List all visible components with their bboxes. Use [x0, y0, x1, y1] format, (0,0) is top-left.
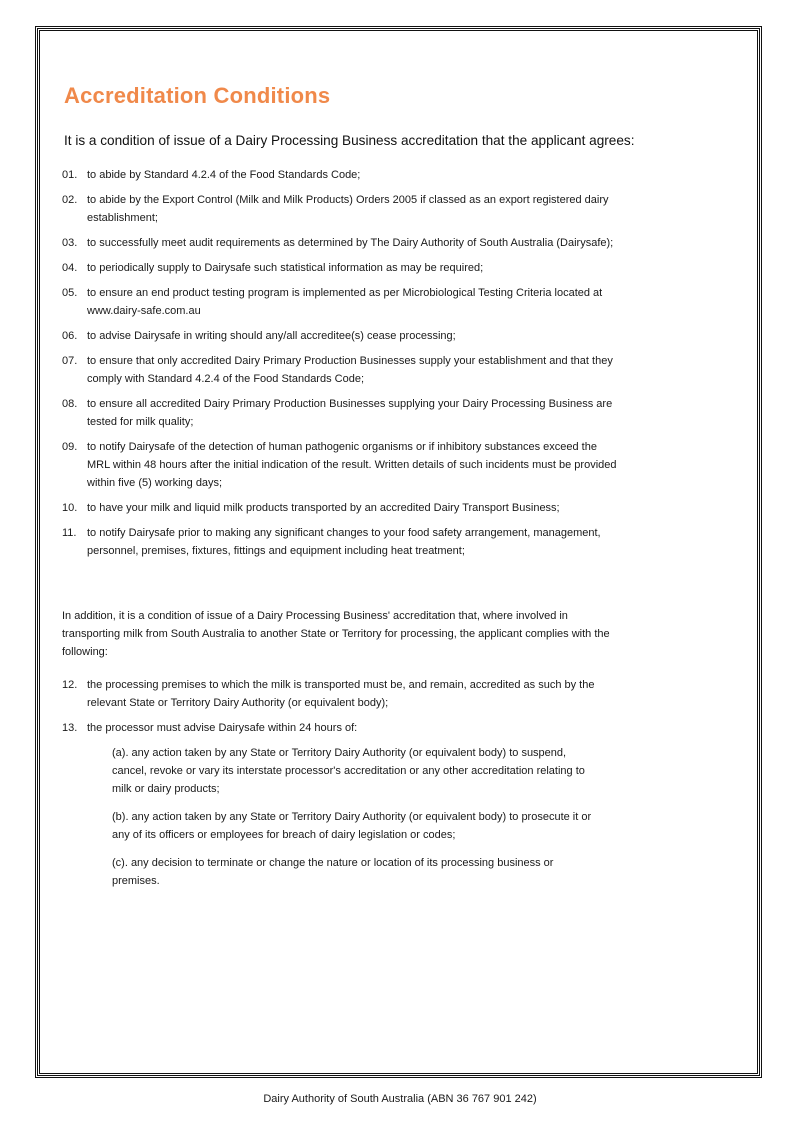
item-text: the processing premises to which the milk is transported must be, and remain, accredited as such by the relevant State or Territory Dairy Authority (or equivalent body);	[87, 679, 595, 709]
further-conditions-list	[62, 676, 622, 900]
item-text: to ensure all accredited Dairy Primary Production Businesses supplying your Dairy Processing Business are tested for milk quality;	[87, 398, 613, 428]
sub-item: (c). any decision to terminate or change the nature or location of its processing business or premises.	[112, 857, 554, 887]
item-number: 10.	[62, 502, 78, 514]
list-item	[62, 259, 622, 277]
item-number: 05.	[62, 287, 78, 299]
item-number: 13.	[62, 722, 78, 734]
sub-item: (a). any action taken by any State or Territory Dairy Authority (or equivalent body) to suspend, cancel, revoke or vary its interstate processor's accreditation or any other accreditation relating to milk or dairy products;	[112, 747, 585, 795]
addition-paragraph: In addition, it is a condition of issue of a Dairy Processing Business' accreditation that, where involved in transporting milk from South Australia to another State or Territory for processing, the applicant complies with the following:	[62, 610, 610, 658]
item-number: 07.	[62, 355, 78, 367]
item-number: 11.	[62, 527, 77, 539]
item-text: to have your milk and liquid milk products transported by an accredited Dairy Transport Business;	[87, 502, 560, 514]
list-item	[62, 499, 622, 517]
item-number: 09.	[62, 441, 78, 453]
list-item	[62, 395, 622, 431]
page-title: Accreditation Conditions	[64, 83, 331, 108]
list-item	[62, 524, 622, 560]
list-item	[62, 284, 622, 320]
item-text: to notify Dairysafe of the detection of human pathogenic organisms or if inhibitory substances exceed the MRL within 48 hours after the initial indication of the result. Written details of such incidents must be provided within five (5) working days;	[87, 441, 617, 489]
list-item	[62, 676, 622, 712]
conditions-list	[62, 166, 622, 567]
intro-text: It is a condition of issue of a Dairy Processing Business accreditation that the applicant agrees:	[64, 133, 635, 148]
sub-item: (b). any action taken by any State or Territory Dairy Authority (or equivalent body) to prosecute it or any of its officers or employees for breach of dairy legislation or codes;	[112, 811, 592, 841]
list-item	[62, 719, 622, 890]
item-number: 12.	[62, 679, 78, 691]
item-number: 04.	[62, 262, 78, 274]
item-text: the processor must advise Dairysafe within 24 hours of:	[87, 722, 358, 734]
item-text: to successfully meet audit requirements as determined by The Dairy Authority of South Australia (Dairysafe);	[87, 237, 614, 249]
page-footer: Dairy Authority of South Australia (ABN 36 767 901 242)	[263, 1093, 537, 1105]
item-number: 01.	[62, 169, 78, 181]
item-text: to abide by the Export Control (Milk and Milk Products) Orders 2005 if classed as an export registered dairy establishment;	[87, 194, 609, 224]
list-item	[62, 166, 622, 184]
item-number: 08.	[62, 398, 78, 410]
list-item	[62, 191, 622, 227]
item-text: to ensure an end product testing program is implemented as per Microbiological Testing Criteria located at www.dairy-safe.com.au	[87, 287, 603, 317]
item-text: to notify Dairysafe prior to making any significant changes to your food safety arrangement, management, personnel, premises, fixtures, fittings and equipment including heat treatment;	[87, 527, 601, 557]
sub-items-list	[112, 744, 622, 890]
item-text: to periodically supply to Dairysafe such statistical information as may be required;	[87, 262, 484, 274]
list-item	[62, 234, 622, 252]
item-number: 02.	[62, 194, 78, 206]
list-item	[62, 352, 622, 388]
item-number: 03.	[62, 237, 78, 249]
list-item	[62, 327, 622, 345]
list-item	[62, 438, 622, 492]
item-text: to abide by Standard 4.2.4 of the Food Standards Code;	[87, 169, 361, 181]
item-text: to advise Dairysafe in writing should any/all accreditee(s) cease processing;	[87, 330, 456, 342]
item-number: 06.	[62, 330, 78, 342]
item-text: to ensure that only accredited Dairy Primary Production Businesses supply your establishment and that they comply with Standard 4.2.4 of the Food Standards Code;	[87, 355, 613, 385]
